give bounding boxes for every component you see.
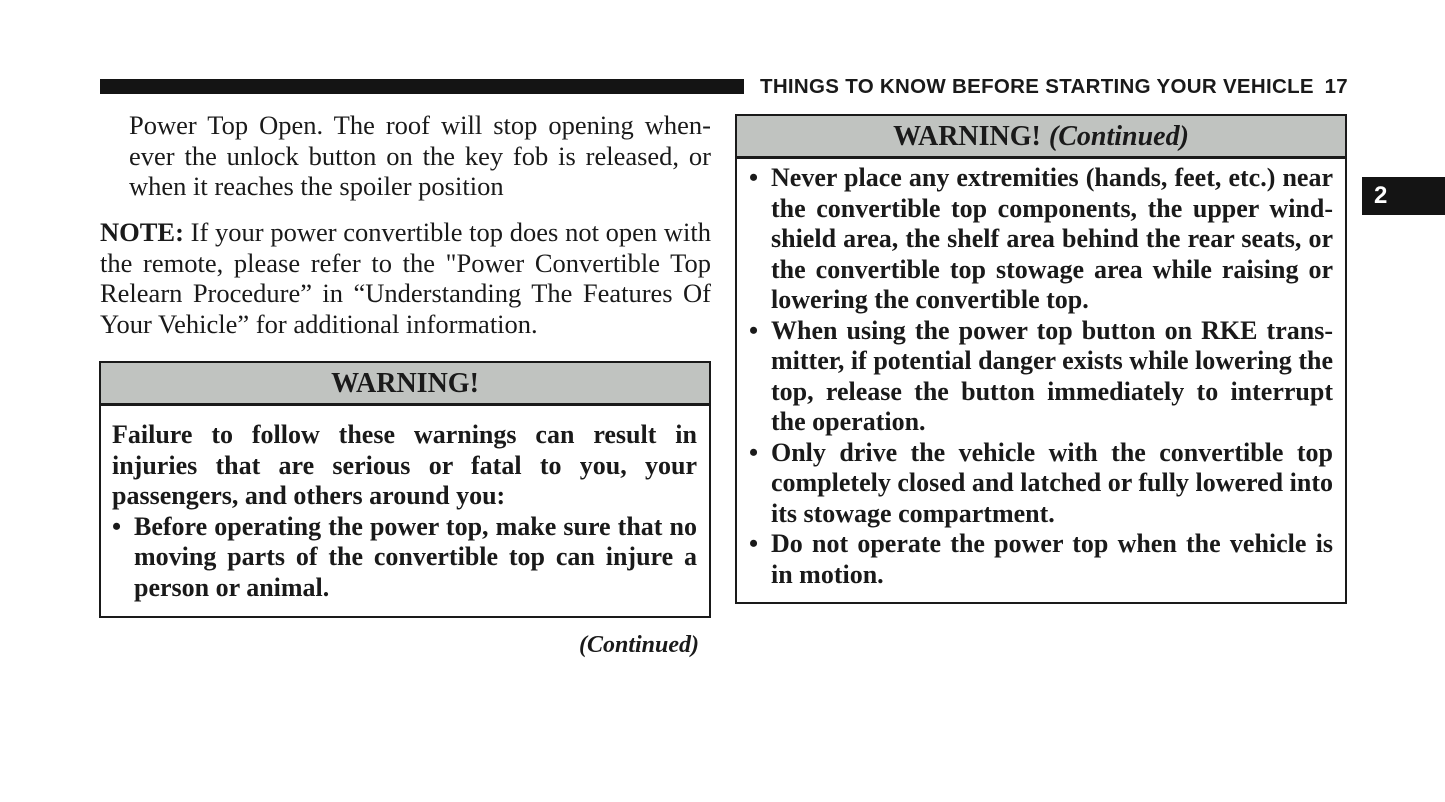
continued-label: (Continued) bbox=[578, 632, 699, 658]
warning-bullet: • When using the power top button on RKE trans-mitter, if potential danger exists while lowering the top, release the button immediately to interrupt the operation. bbox=[749, 316, 1333, 438]
warning-bullet: • Only drive the vehicle with the convertible top completely closed and latched or fully lowered into its stowage compartment. bbox=[749, 438, 1333, 530]
note-label: NOTE: bbox=[100, 217, 184, 247]
warning-header bbox=[101, 363, 709, 406]
note-paragraph bbox=[100, 217, 711, 339]
warning-title-suffix: (Continued) bbox=[1048, 121, 1189, 152]
warning-bullet: • Do not operate the power top when the vehicle is in motion. bbox=[749, 529, 1333, 590]
page-number: 17 bbox=[1324, 75, 1348, 98]
warning-bullet: • Before operating the power top, make sure that no moving parts of the convertible top can injure a person or animal. bbox=[112, 512, 697, 604]
warning-title: WARNING! bbox=[893, 121, 1041, 152]
paragraph-power-top-open: Power Top Open. The roof will stop opening when-ever the unlock button on the key fob is released, or when it reaches the spoiler position bbox=[129, 110, 711, 201]
warning-bullet: • Never place any extremities (hands, feet, etc.) near the convertible top components, the upper wind-shield area, the shelf area behind the rear seats, or the convertible top stowage area while raising or lowering the convertible top. bbox=[749, 163, 1333, 316]
warning-body bbox=[101, 406, 709, 613]
warning-box bbox=[99, 361, 711, 618]
warning-header bbox=[737, 116, 1345, 159]
warning-box-continued bbox=[735, 114, 1347, 604]
warning-body bbox=[737, 159, 1345, 600]
note-text: If your power convertible top does not open with the remote, please refer to the "Power Convertible Top Relearn Procedure” in “Understanding The Features Of Your Vehicle” for additional information. bbox=[100, 217, 711, 339]
chapter-tab: 2 bbox=[1362, 177, 1445, 215]
warning-title: WARNING! bbox=[331, 368, 479, 399]
header-rule bbox=[100, 79, 744, 94]
section-title: THINGS TO KNOW BEFORE STARTING YOUR VEHICLE bbox=[760, 75, 1314, 98]
running-head bbox=[760, 75, 1348, 99]
warning-intro: Failure to follow these warnings can result in injuries that are serious or fatal to you, your passengers, and others around you: bbox=[112, 420, 697, 510]
